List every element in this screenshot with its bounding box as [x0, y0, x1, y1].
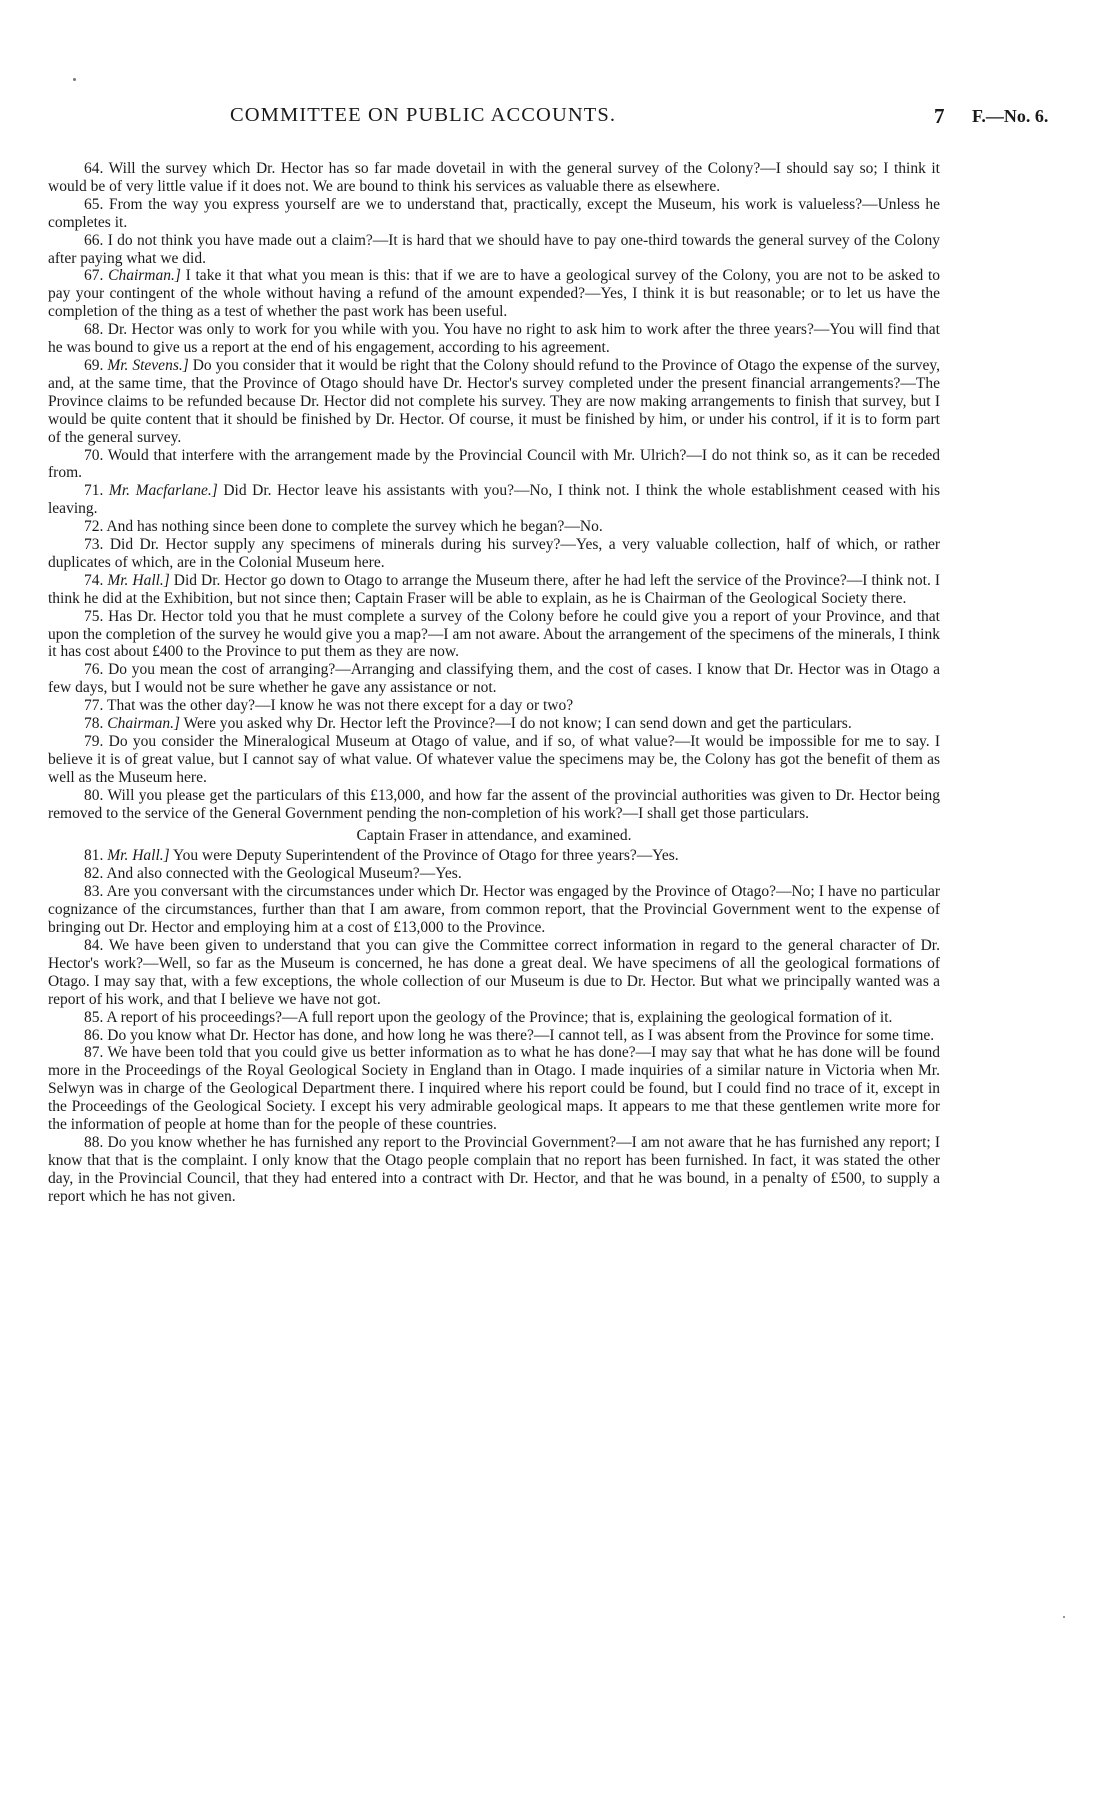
- scan-speck: [73, 78, 76, 81]
- question-number: 75.: [84, 607, 104, 625]
- document-reference: F.—No. 6.: [972, 106, 1049, 126]
- question-paragraph: [48, 357, 940, 447]
- question-number: 66.: [84, 231, 104, 249]
- question-number: 81.: [84, 847, 104, 865]
- question-text: A report of his proceedings?—A full report upon the geology of the Province; that is, explaining the geological formation of it.: [106, 1008, 893, 1026]
- speaker-name: Mr. Hall.]: [107, 571, 170, 589]
- question-number: 73.: [84, 536, 104, 554]
- page-number: 7: [934, 104, 945, 128]
- question-number: 74.: [84, 571, 104, 589]
- question-text: Do you know whether he has furnished any report to the Provincial Government?—I am not aware that he has furnished any report; I know that that is the complaint. I only know that the Otago people complain that no report has been furnished. In fact, it was stated the other day, in the Provincial Council, that they had entered into a contract with Dr. Hector, and that he was bound, in a penalty of £500, to supply a report which he has not given.: [48, 1133, 941, 1205]
- question-paragraph: [48, 937, 940, 1009]
- question-text: Were you asked why Dr. Hector left the Province?—I do not know; I can send down and get the particulars.: [183, 715, 852, 733]
- question-paragraph: [48, 518, 940, 536]
- question-paragraph: [48, 321, 940, 357]
- testimony-block-1: [48, 160, 940, 823]
- question-number: 84.: [84, 936, 104, 954]
- scan-speck: [1063, 1616, 1065, 1618]
- question-text: We have been told that you could give us better information as to what he has done?—I may say that what he has done will be found more in the Proceedings of the Royal Geological Society in England than in Otago. I made inquiries of a similar nature in Victoria when Mr. Selwyn was in charge of the Geological Department there. I inquired where his report could be found, but I could find no trace of it, except in the Proceedings of the Geological Society. I except his very admirable geological maps. It appears to me that these gentlemen write more for the information of people at home than for the people of these countries.: [48, 1044, 940, 1134]
- question-text: Do you consider the Mineralogical Museum at Otago of value, and if so, of what value?—It would be impossible for me to say. I believe it is of great value, but I cannot say of what value. Of whatever value the specimens may be, the Colony has got the benefit of them as well as the Museum here.: [48, 733, 941, 786]
- question-number: 71.: [84, 482, 104, 500]
- question-text: Would that interfere with the arrangement made by the Provincial Council with Mr. Ulrich?—I do not think so, as it can be receded from.: [48, 446, 940, 482]
- question-number: 82.: [84, 865, 104, 883]
- question-paragraph: [48, 733, 940, 787]
- question-number: 70.: [84, 446, 104, 464]
- question-paragraph: [48, 883, 940, 937]
- question-text: Do you mean the cost of arranging?—Arranging and classifying them, and the cost of cases. I know that Dr. Hector was in Otago a few days, but I would not be sure whether he gave any assistance or not.: [48, 661, 940, 697]
- question-number: 78.: [84, 715, 104, 733]
- question-text: Are you conversant with the circumstances under which Dr. Hector was engaged by the Province of Otago?—No; I have no particular cognizance of the circumstances, further than that I am aware, from common report, that the Provincial Government went to the expense of bringing out Dr. Hector and employing him at a cost of £13,000 to the Province.: [48, 883, 940, 937]
- testimony-block-2: [48, 847, 940, 1205]
- question-number: 83.: [84, 883, 104, 901]
- question-paragraph: [48, 847, 940, 865]
- question-text: Will the survey which Dr. Hector has so far made dovetail in with the general survey of the Colony?—I should say so; I think it would be of very little value if it does not. We are bound to think his services as valuable there as elsewhere.: [48, 160, 940, 195]
- question-number: 87.: [84, 1044, 104, 1062]
- speaker-name: Chairman.]: [107, 715, 181, 733]
- speaker-name: Mr. Macfarlane.]: [108, 482, 218, 500]
- question-paragraph: [48, 661, 940, 697]
- question-paragraph: [48, 697, 940, 715]
- question-text: That was the other day?—I know he was not there except for a day or two?: [106, 697, 574, 715]
- question-text: Will you please get the particulars of this £13,000, and how far the assent of the provincial authorities was given to Dr. Hector being removed to the service of the General Government pending the non-completion of his work?—I shall get those particulars.: [48, 786, 940, 822]
- question-text: And has nothing since been done to complete the survey which he began?—No.: [106, 518, 603, 536]
- question-number: 77.: [84, 697, 104, 715]
- question-paragraph: [48, 1134, 940, 1206]
- question-text: And also connected with the Geological Museum?—Yes.: [106, 865, 462, 883]
- question-paragraph: [48, 787, 940, 823]
- question-number: 76.: [84, 661, 104, 679]
- question-text: Has Dr. Hector told you that he must complete a survey of the Colony before he could give you a report of your Province, and that upon the completion of the survey he would give you a map?—I am not aware. About the arrangement of the specimens of the minerals, I think it has cost about £400 to the Province to put them as they are now.: [48, 607, 940, 661]
- question-paragraph: [48, 196, 940, 232]
- question-paragraph: [48, 267, 940, 321]
- running-title: COMMITTEE ON PUBLIC ACCOUNTS.: [230, 104, 617, 126]
- question-number: 86.: [84, 1026, 104, 1044]
- question-number: 72.: [84, 518, 104, 536]
- question-text: We have been given to understand that you can give the Committee correct information in regard to the general character of Dr. Hector's work?—Well, so far as the Museum is concerned, he has done a great deal. We have specimens of all the geological formations of Otago. I may say that, with a few exceptions, the whole collection of our Museum is due to Dr. Hector. But what we principally wanted was a report of his work, and that I believe we have not got.: [48, 936, 940, 1008]
- page-header: [0, 104, 1114, 130]
- question-paragraph: [48, 608, 940, 662]
- testimony-body: [48, 160, 940, 1206]
- question-paragraph: [48, 447, 940, 483]
- question-paragraph: [48, 572, 940, 608]
- question-paragraph: [48, 482, 940, 518]
- question-paragraph: [48, 1027, 940, 1045]
- question-text: I do not think you have made out a claim?—It is hard that we should have to pay one-third towards the general survey of the Colony after paying what we did.: [48, 231, 940, 267]
- question-paragraph: [48, 232, 940, 268]
- question-text: From the way you express yourself are we to understand that, practically, except the Museum, his work is valueless?—Unless he completes it.: [48, 195, 940, 231]
- question-text: Dr. Hector was only to work for you while with you. You have no right to ask him to work after the three years?—You will find that he was bound to give us a report at the end of his engagement, according to his agreement.: [48, 321, 940, 357]
- question-paragraph: [48, 865, 940, 883]
- question-paragraph: [48, 536, 940, 572]
- question-number: 65.: [84, 195, 104, 213]
- question-number: 69.: [84, 356, 104, 374]
- question-text: You were Deputy Superintendent of the Province of Otago for three years?—Yes.: [173, 847, 679, 865]
- question-paragraph: [48, 715, 940, 733]
- question-number: 67.: [84, 267, 104, 285]
- question-text: Do you consider that it would be right that the Colony should refund to the Province of Otago the expense of the survey, and, at the same time, that the Province of Otago should have Dr. Hector's survey completed under the present financial arrangements?—The Province claims to be refunded because Dr. Hector did not complete his survey. They are now making arrangements to finish that survey, but I would be quite content that it should be finished by Dr. Hector. Of course, it must be finished by him, or under his control, if it is to form part of the general survey.: [48, 356, 941, 446]
- question-text: Did Dr. Hector leave his assistants with you?—No, I think not. I think the whole establishment ceased with his leaving.: [48, 482, 941, 518]
- question-number: 88.: [84, 1133, 104, 1151]
- question-number: 68.: [84, 321, 104, 339]
- question-paragraph: [48, 160, 940, 196]
- question-paragraph: [48, 1009, 940, 1027]
- question-text: Did Dr. Hector supply any specimens of minerals during his survey?—Yes, a very valuable collection, half of which, or rather duplicates of which, are in the Colonial Museum here.: [48, 536, 941, 571]
- speaker-name: Mr. Stevens.]: [107, 356, 189, 374]
- question-number: 79.: [84, 733, 104, 750]
- question-text: I take it that what you mean is this: that if we are to have a geological survey of the Colony, you are not to be asked to pay your contingent of the whole without having a refund of the amount expended?—Yes, I think it is but reasonable; or to let us have the completion of the thing as a test of whether the past work has been useful.: [48, 267, 941, 321]
- question-number: 80.: [84, 786, 104, 804]
- question-number: 64.: [84, 160, 104, 177]
- speaker-name: Chairman.]: [108, 267, 181, 285]
- question-text: Did Dr. Hector go down to Otago to arrange the Museum there, after he had left the service of the Province?—I think not. I think he did at the Exhibition, but not since then; Captain Fraser will be able to explain, as he is Chairman of the Geological Society there.: [48, 571, 940, 607]
- question-paragraph: [48, 1044, 940, 1134]
- question-text: Do you know what Dr. Hector has done, and how long he was there?—I cannot tell, as I was absent from the Province for some time.: [107, 1026, 935, 1044]
- section-heading: Captain Fraser in attendance, and examined.: [356, 826, 632, 844]
- speaker-name: Mr. Hall.]: [107, 847, 170, 865]
- question-number: 85.: [84, 1008, 104, 1026]
